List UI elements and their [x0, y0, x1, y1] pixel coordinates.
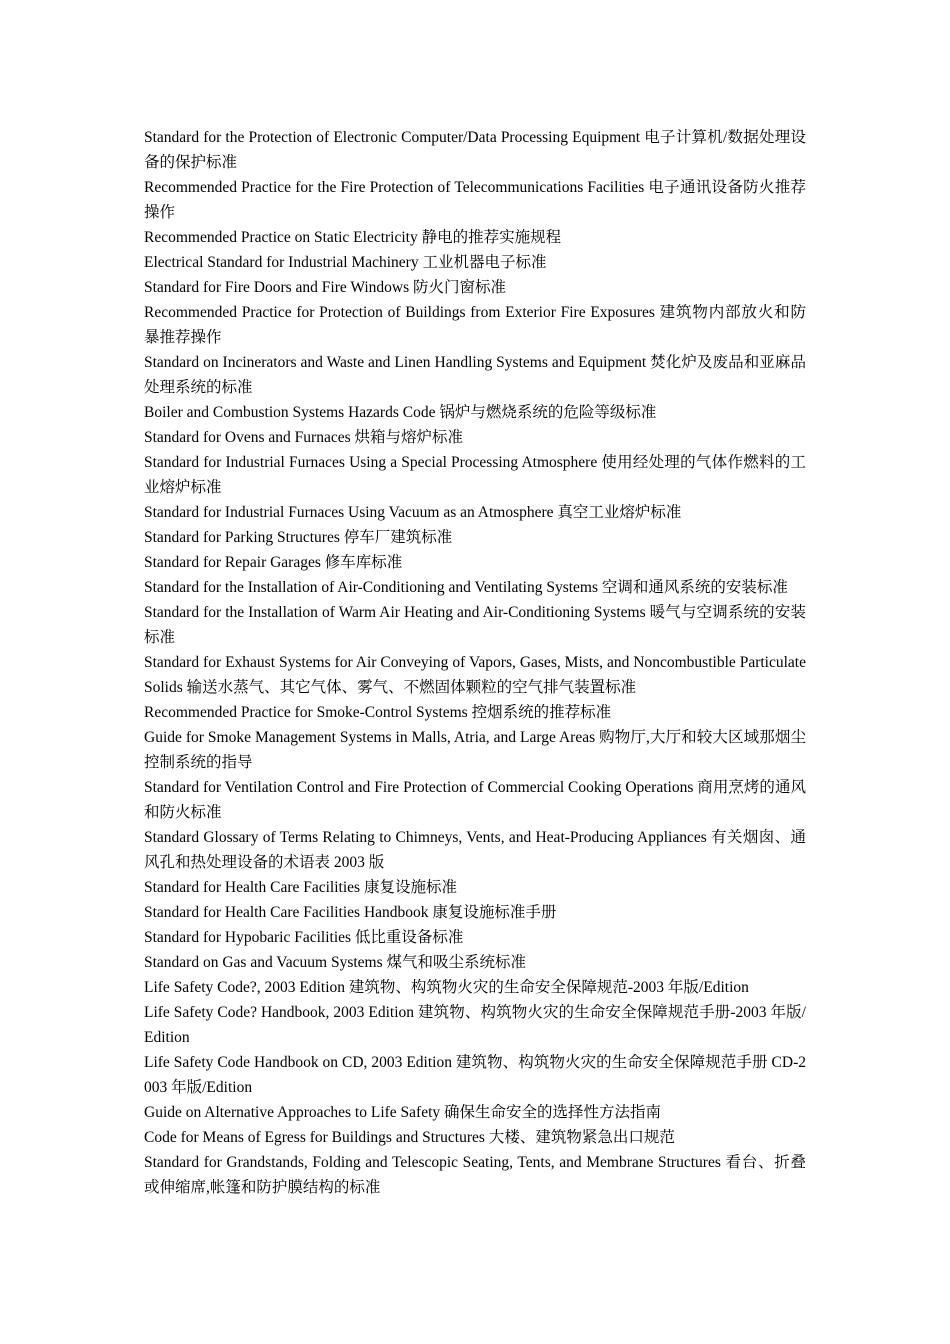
standard-entry: Standard for Industrial Furnaces Using a Special Processing Atmosphere 使用经处理的气体作燃料的工业熔炉标准	[144, 454, 806, 496]
standard-entry: Recommended Practice on Static Electricity 静电的推荐实施规程	[144, 229, 562, 246]
standard-entry: Standard for Exhaust Systems for Air Conveying of Vapors, Gases, Mists, and Noncombustible Particulate Solids 输送水蒸气、其它气体、雾气、不燃固体颗粒的空气排气装置标准	[144, 654, 806, 696]
standard-entry: Boiler and Combustion Systems Hazards Code 锅炉与燃烧系统的危险等级标准	[144, 404, 657, 421]
standard-entry: Electrical Standard for Industrial Machinery 工业机器电子标准	[144, 254, 547, 271]
standard-entry: Standard for Health Care Facilities 康复设施标准	[144, 879, 457, 896]
standard-entry: Guide on Alternative Approaches to Life Safety 确保生命安全的选择性方法指南	[144, 1104, 662, 1121]
standard-entry: Standard on Incinerators and Waste and Linen Handling Systems and Equipment 焚化炉及废品和亚麻品处理系统的标准	[144, 354, 806, 396]
standard-entry: Standard for Parking Structures 停车厂建筑标准	[144, 529, 453, 546]
standard-entry: Standard for Ventilation Control and Fire Protection of Commercial Cooking Operations 商用烹烤的通风和防火标准	[144, 779, 806, 821]
standard-entry: Recommended Practice for Protection of Buildings from Exterior Fire Exposures 建筑物内部放火和防暴推荐操作	[144, 304, 806, 346]
standard-entry: Standard on Gas and Vacuum Systems 煤气和吸尘系统标准	[144, 954, 527, 971]
standard-entry: Code for Means of Egress for Buildings and Structures 大楼、建筑物紧急出口规范	[144, 1129, 675, 1146]
standard-entry: Life Safety Code? Handbook, 2003 Edition 建筑物、构筑物火灾的生命安全保障规范手册-2003 年版/Edition	[144, 1004, 806, 1046]
standard-entry: Standard for the Protection of Electronic Computer/Data Processing Equipment 电子计算机/数据处理设备的保护标准	[144, 129, 806, 171]
standard-entry: Standard for the Installation of Warm Air Heating and Air-Conditioning Systems 暖气与空调系统的安装标准	[144, 604, 806, 646]
standard-entry: Life Safety Code?, 2003 Edition 建筑物、构筑物火灾的生命安全保障规范-2003 年版/Edition	[144, 979, 749, 996]
standard-entry: Life Safety Code Handbook on CD, 2003 Edition 建筑物、构筑物火灾的生命安全保障规范手册 CD-2003 年版/Edition	[144, 1054, 806, 1096]
standard-entry: Recommended Practice for Smoke-Control Systems 控烟系统的推荐标准	[144, 704, 612, 721]
standard-entry: Standard for Fire Doors and Fire Windows 防火门窗标准	[144, 279, 507, 296]
standard-entry: Standard Glossary of Terms Relating to Chimneys, Vents, and Heat-Producing Appliances 有关烟囱、通风孔和热处理设备的术语表 2003 版	[144, 829, 806, 871]
standard-entry: Recommended Practice for the Fire Protection of Telecommunications Facilities 电子通讯设备防火推荐操作	[144, 179, 806, 221]
standard-entry: Standard for Health Care Facilities Handbook 康复设施标准手册	[144, 904, 557, 921]
standard-entry: Standard for Grandstands, Folding and Telescopic Seating, Tents, and Membrane Structures 看台、折叠或伸缩席,帐篷和防护膜结构的标准	[144, 1154, 806, 1196]
standard-entry: Standard for Hypobaric Facilities 低比重设备标准	[144, 929, 464, 946]
standard-entry: Guide for Smoke Management Systems in Malls, Atria, and Large Areas 购物厅,大厅和较大区域那烟尘控制系统的指导	[144, 729, 806, 771]
document-body	[144, 125, 806, 1200]
standard-entry: Standard for the Installation of Air-Conditioning and Ventilating Systems 空调和通风系统的安装标准	[144, 579, 788, 596]
standard-entry: Standard for Repair Garages 修车库标准	[144, 554, 403, 571]
standard-entry: Standard for Industrial Furnaces Using Vacuum as an Atmosphere 真空工业熔炉标准	[144, 504, 682, 521]
standard-entry: Standard for Ovens and Furnaces 烘箱与熔炉标准	[144, 429, 463, 446]
